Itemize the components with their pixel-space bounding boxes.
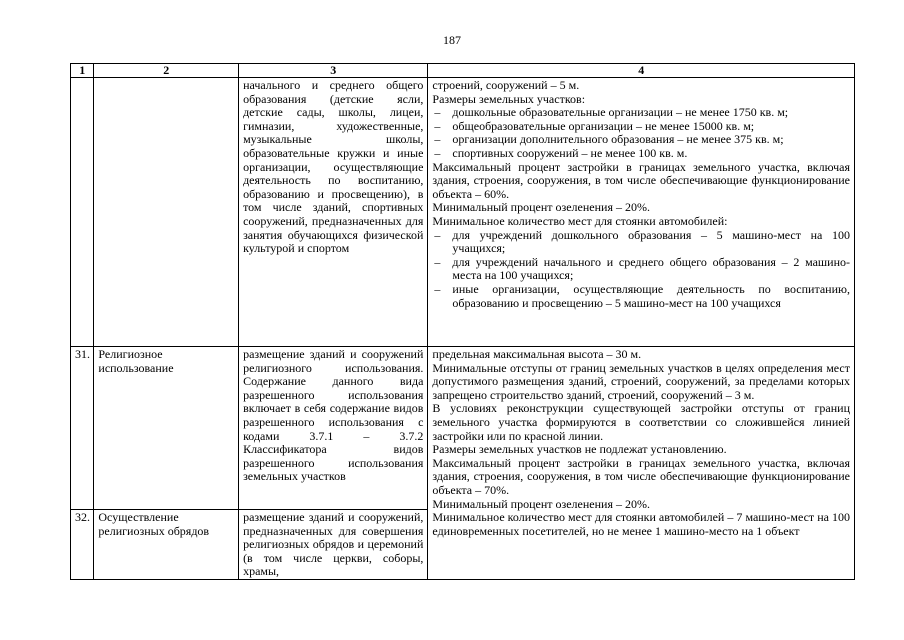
cell-description: размещение зданий и сооружений религиозного использования. Содержание данного вида разрешенного использования включает в себя содержание видов разрешенного использования с кодами 3.7.1 – 3.7.2 Классификатора видов разрешенного использования земельных участков <box>239 347 428 510</box>
cell-description: начального и среднего общего образования (детские ясли, детские сады, школы, лицеи, гимназии, художественные, музыкальные школы, образовательные кружки и иные организации, осуществляющие деятельность по воспитанию, образованию и просвещению), в том числе зданий, спортивных сооружений, предназначенных для занятия обучающихся физической культурой и спортом <box>239 78 428 347</box>
land-size-list <box>432 106 850 160</box>
cell-parameters <box>428 78 855 347</box>
cell-name: Осуществление религиозных обрядов <box>94 510 239 580</box>
param-line: строений, сооружений – 5 м. <box>432 78 580 92</box>
param-line: Минимальный процент озеленения – 20%. <box>432 200 650 215</box>
cell-number: 31. <box>71 347 94 510</box>
param-line: Минимальный процент озеленения – 20%. <box>432 496 650 511</box>
param-line: предельная максимальная высота – 30 м. <box>432 347 642 361</box>
regulations-table <box>70 63 855 580</box>
list-item: – дошкольные образовательные организации – не менее 1750 кв. м; <box>432 106 850 120</box>
header-col-1: 1 <box>71 64 94 78</box>
param-line: Минимальные отступы от границ земельных участков в целях определения мест допустимого размещения зданий, строений, сооружений, за пределами которых запрещено строительство зданий, строений, сооружений – 3 м. <box>432 360 850 402</box>
param-line: Размеры земельных участков: <box>432 91 586 106</box>
header-col-3: 3 <box>239 64 428 78</box>
list-item: – организации дополнительного образования – не менее 375 кв. м; <box>432 133 850 147</box>
list-item: – иные организации, осуществляющие деятельность по воспитанию, образованию и просвещению – 5 машино-мест на 100 учащихся <box>432 283 850 310</box>
table-row-continuation <box>71 78 855 347</box>
param-line: Максимальный процент застройки в границах земельного участка, включая здания, строения, сооружения, в том числе обеспечивающие функционирование объекта – 70%. <box>432 455 850 497</box>
list-item: – общеобразовательные организации – не менее 15000 кв. м; <box>432 120 850 134</box>
list-item: – для учреждений начального и среднего общего образования – 2 машино-места на 100 учащихся; <box>432 256 850 283</box>
list-item: – для учреждений дошкольного образования – 5 машино-мест на 100 учащихся; <box>432 229 850 256</box>
cell-number: 32. <box>71 510 94 580</box>
cell-number <box>71 78 94 347</box>
param-line: Размеры земельных участков не подлежат установлению. <box>432 442 727 457</box>
param-line: Минимальное количество мест для стоянки автомобилей: <box>432 213 728 228</box>
table-header-row <box>71 64 855 78</box>
header-col-2: 2 <box>94 64 239 78</box>
parking-list <box>432 229 850 311</box>
param-line: Минимальное количество мест для стоянки автомобилей – 7 машино-мест на 100 единовременных посетителей, но не менее 1 машино-место на 1 объект <box>432 510 850 538</box>
cell-parameters-shared <box>428 347 855 580</box>
param-line: Максимальный процент застройки в границах земельного участка, включая здания, строения, сооружения, в том числе обеспечивающие функционирование объекта – 60%. <box>432 159 850 201</box>
header-col-4: 4 <box>428 64 855 78</box>
page-number: 187 <box>443 33 461 47</box>
list-item: – спортивных сооружений – не менее 100 кв. м. <box>432 147 850 161</box>
param-line: В условиях реконструкции существующей застройки отступы от границ земельного участка формируются в соответствии со сложившейся линией застройки или по красной линии. <box>432 401 850 443</box>
cell-name: Религиозное использование <box>94 347 239 510</box>
cell-description: размещение зданий и сооружений, предназначенных для совершения религиозных обрядов и церемоний (в том числе церкви, соборы, храмы, <box>239 510 428 580</box>
table-row-31 <box>71 347 855 510</box>
cell-name <box>94 78 239 347</box>
